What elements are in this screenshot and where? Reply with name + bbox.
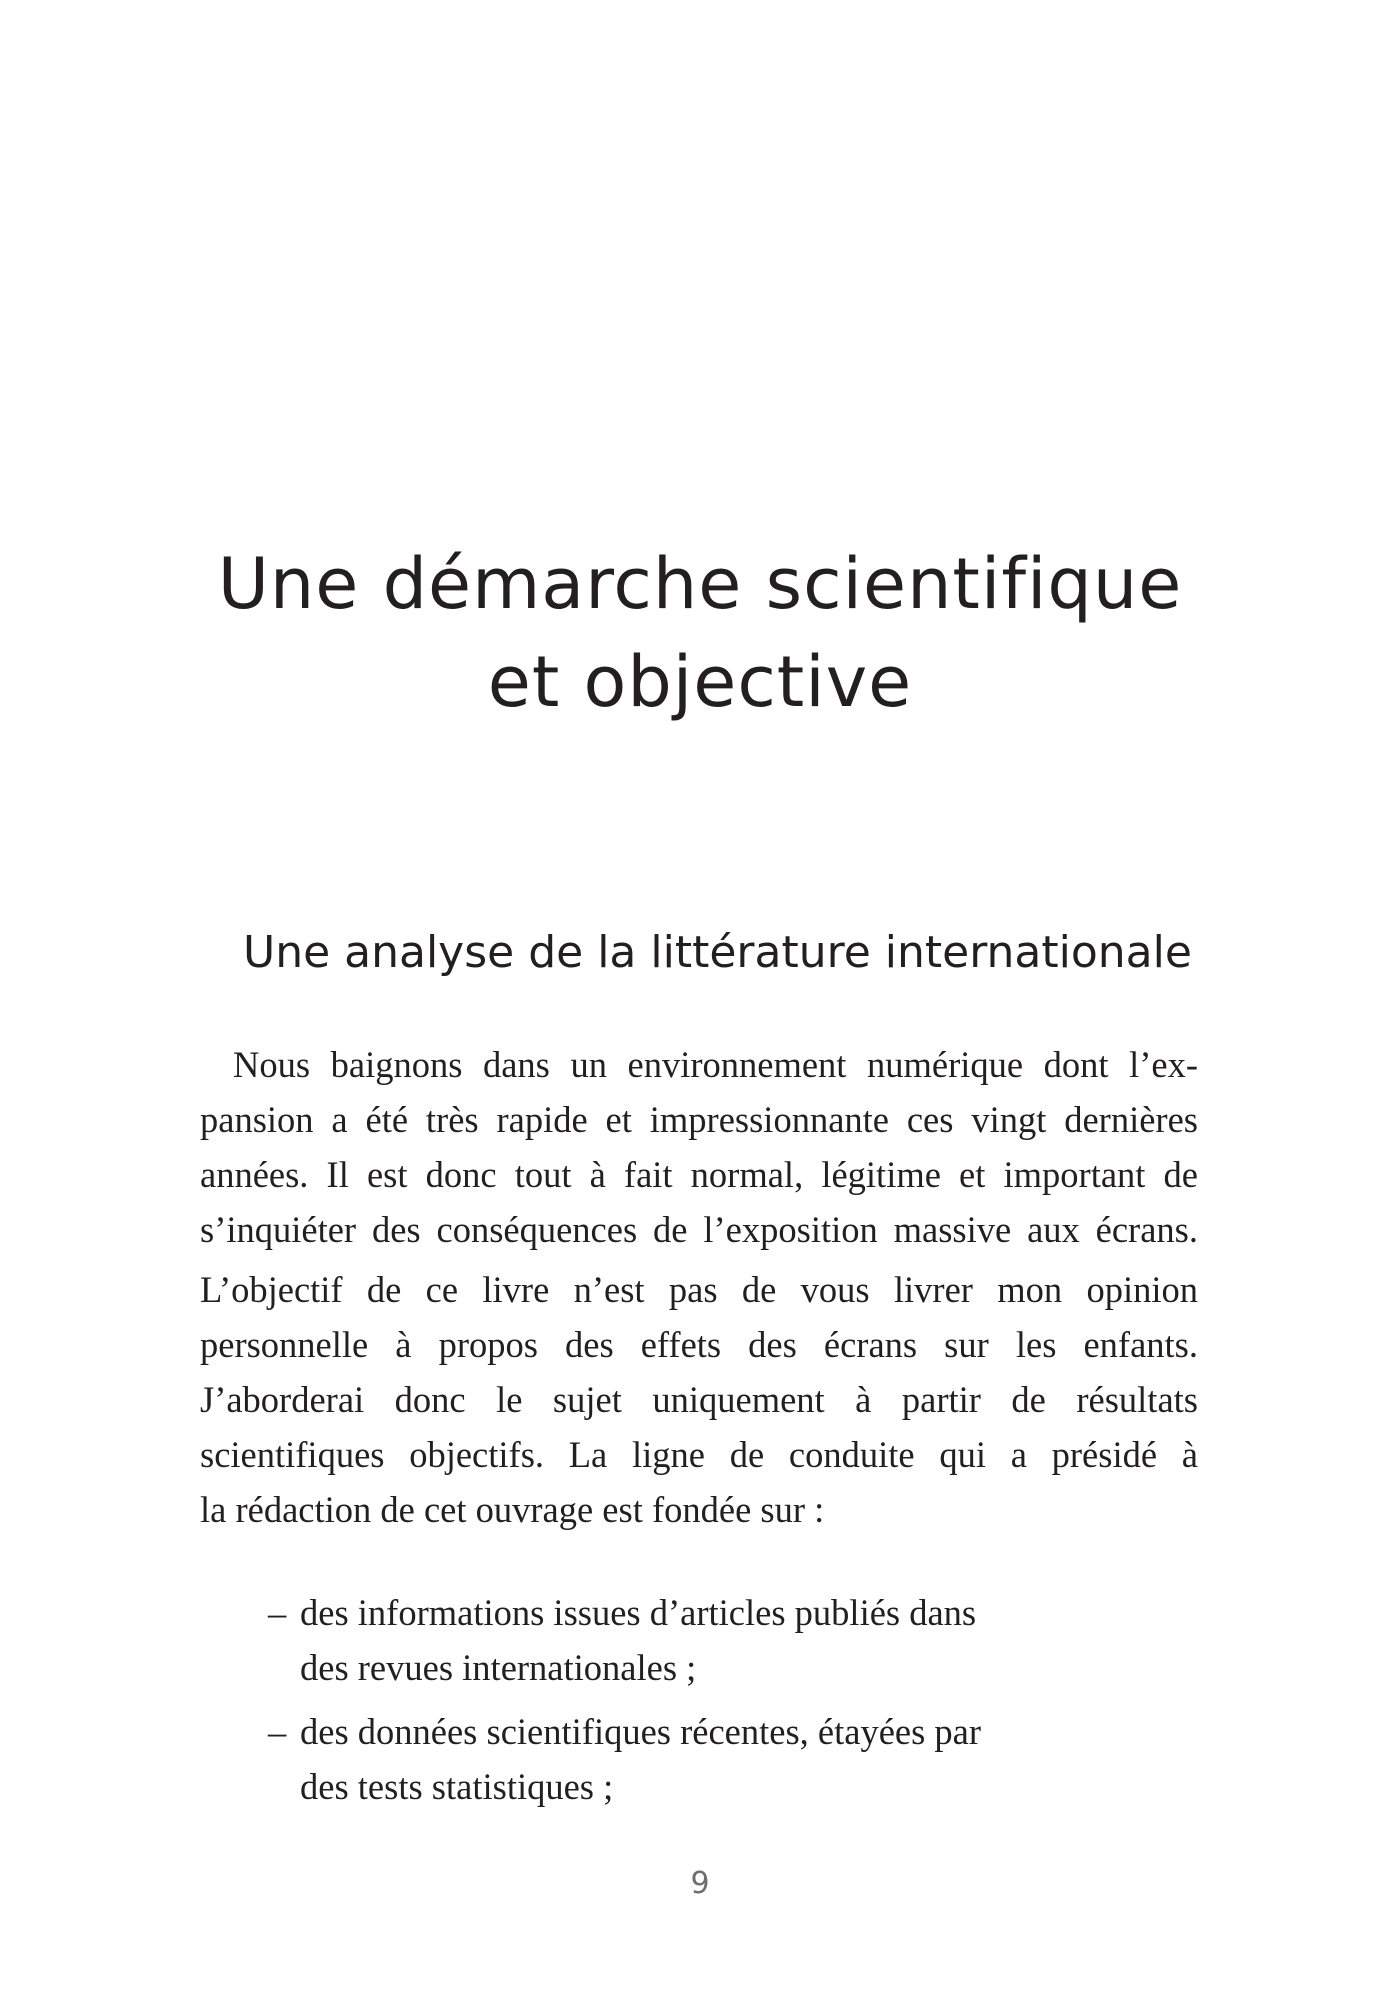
paragraph-2 — [200, 1262, 1198, 1537]
paragraph-2-line-4: scientifiques objectifs. La ligne de conduite qui a présidé à — [200, 1434, 1198, 1475]
paragraph-2-line-1: L’objectif de ce livre n’est pas de vous livrer mon opinion — [200, 1269, 1198, 1310]
list-item-1-line-2: des revues internationales ; — [300, 1647, 697, 1688]
paragraph-1-line-2: pansion a été très rapide et impressionnante ces vingt dernières — [200, 1099, 1198, 1140]
list-item — [268, 1585, 1118, 1695]
chapter-title-line-2: et objective — [487, 641, 913, 723]
paragraph-1-line-3: années. Il est donc tout à fait normal, légitime et important de — [200, 1154, 1198, 1195]
list-item-2-line-2: des tests statistiques ; — [300, 1766, 614, 1807]
section-title: Une analyse de la littérature internationale — [243, 927, 1192, 978]
page-number: 9 — [690, 1866, 710, 1901]
dash-bullet: – — [268, 1592, 287, 1633]
list-item-2-line-1: des données scientifiques récentes, étayées par — [300, 1711, 982, 1752]
paragraph-2-line-3: J’aborderai donc le sujet uniquement à partir de résultats — [200, 1379, 1198, 1420]
paragraph-1-line-4: s’inquiéter des conséquences de l’exposition massive aux écrans. — [200, 1209, 1198, 1250]
dash-bullet: – — [268, 1711, 287, 1752]
paragraph-2-line-2: personnelle à propos des effets des écrans sur les enfants. — [200, 1324, 1198, 1365]
chapter-title-line-1: Une démarche scientifique — [217, 543, 1183, 625]
chapter-title — [150, 535, 1250, 731]
paragraph-1-line-1: Nous baignons dans un environnement numérique dont l’ex- — [233, 1044, 1198, 1085]
list-item-1-line-1: des informations issues d’articles publiés dans — [300, 1592, 977, 1633]
list-item — [268, 1704, 1118, 1814]
paragraph-1 — [200, 1037, 1198, 1257]
paragraph-2-line-5: la rédaction de cet ouvrage est fondée sur : — [200, 1489, 825, 1530]
